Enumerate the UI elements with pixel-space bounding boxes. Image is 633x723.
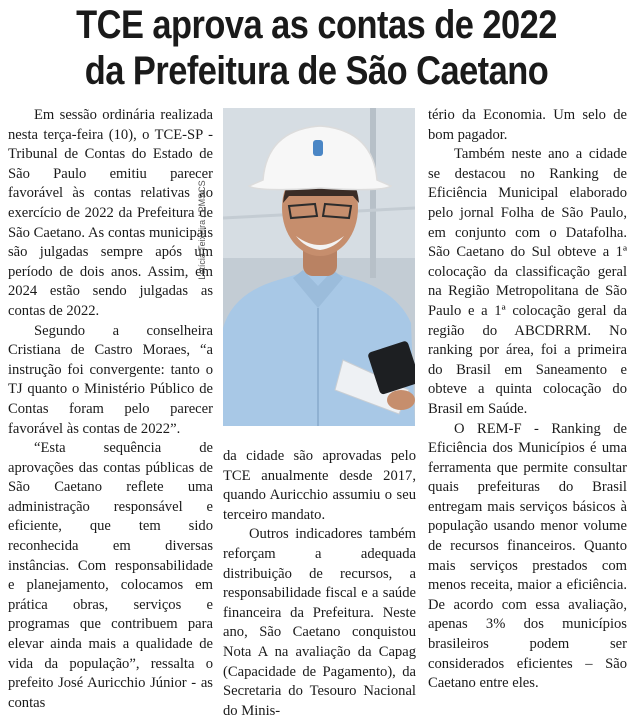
photo-credit: Letícia Teixeira / PMSCS bbox=[197, 180, 207, 280]
article-column-2 bbox=[223, 447, 416, 721]
paragraph: tério da Economia. Um selo de bom pagador. bbox=[428, 107, 627, 143]
article-column-3 bbox=[428, 106, 627, 694]
paragraph: “Esta sequência de aprovações das contas públicas de São Caetano reflete uma administração responsável e eficiente, que tem sido reconhecida em diversas instâncias. Com responsabilidade e planejamento, colocamos em prática obras, serviços e programas que contribuem para elevar ainda mais a qualidade de vida da população”, ressalta o prefeito José Auricchio Júnior - as contas bbox=[8, 440, 213, 711]
paragraph: Segundo a conselheira Cristiana de Castro Moraes, “a instrução foi convergente: tanto o TJ quanto o Ministério Público de Contas foram pelo parecer favorável às contas de 2022”. bbox=[8, 322, 213, 437]
paragraph: da cidade são aprovadas pelo TCE anualmente desde 2017, quando Auricchio assumiu o seu terceiro mandato. bbox=[223, 448, 416, 523]
paragraph: Também neste ano a cidade se destacou no Ranking de Eficiência Municipal elaborado pelo jornal Folha de São Paulo, em conjunto com o Datafolha. São Caetano do Sul obteve a 1ª colocação da classificação geral na Região Metropolitana de São Paulo e a 1ª colocação geral da região do ABCDRRM. No ranking por área, foi a primeira do Brasil em Saneamento e obteve a quinta colocação do Brasil em Saúde. bbox=[428, 146, 627, 417]
man-in-white-hard-hat-icon bbox=[223, 108, 415, 426]
headline bbox=[44, 2, 588, 94]
paragraph: O REM-F - Ranking de Eficiência dos Municípios é uma ferramenta que permite consultar quais prefeituras do Brasil entregam mais serviços básicos à população usando menor volume de recursos financeiros. Quanto mais serviços prestados com menos receita, maior a eficiência. De acordo com essa avaliação, apenas 3% dos municípios brasileiros podem ser considerados eficientes – São Caetano entre eles. bbox=[428, 420, 627, 692]
article-column-1 bbox=[8, 106, 213, 713]
headline-line-1: TCE aprova as contas de 2022 bbox=[76, 3, 557, 47]
article-photo bbox=[223, 108, 415, 426]
paragraph: Outros indicadores também reforçam a adequada distribuição de recursos, a responsabilidade fiscal e a saúde financeira da Prefeitura. Neste ano, São Caetano conquistou Nota A na avaliação da Capag (Capacidade de Pagamento), da Secretaria do Tesouro Nacional do Minis- bbox=[223, 526, 416, 719]
headline-line-2: da Prefeitura de São Caetano bbox=[84, 49, 549, 93]
paragraph: Em sessão ordinária realizada nesta terça-feira (10), o TCE-SP - Tribunal de Contas do Estado de São Paulo emitiu parecer favorável às contas relativas ao exercício de 2022 da Prefeitura de São Caetano. As contas municipais são julgadas sempre após um período de dois anos. Assim, em 2024 estão sendo julgadas as contas de 2022. bbox=[8, 107, 213, 319]
